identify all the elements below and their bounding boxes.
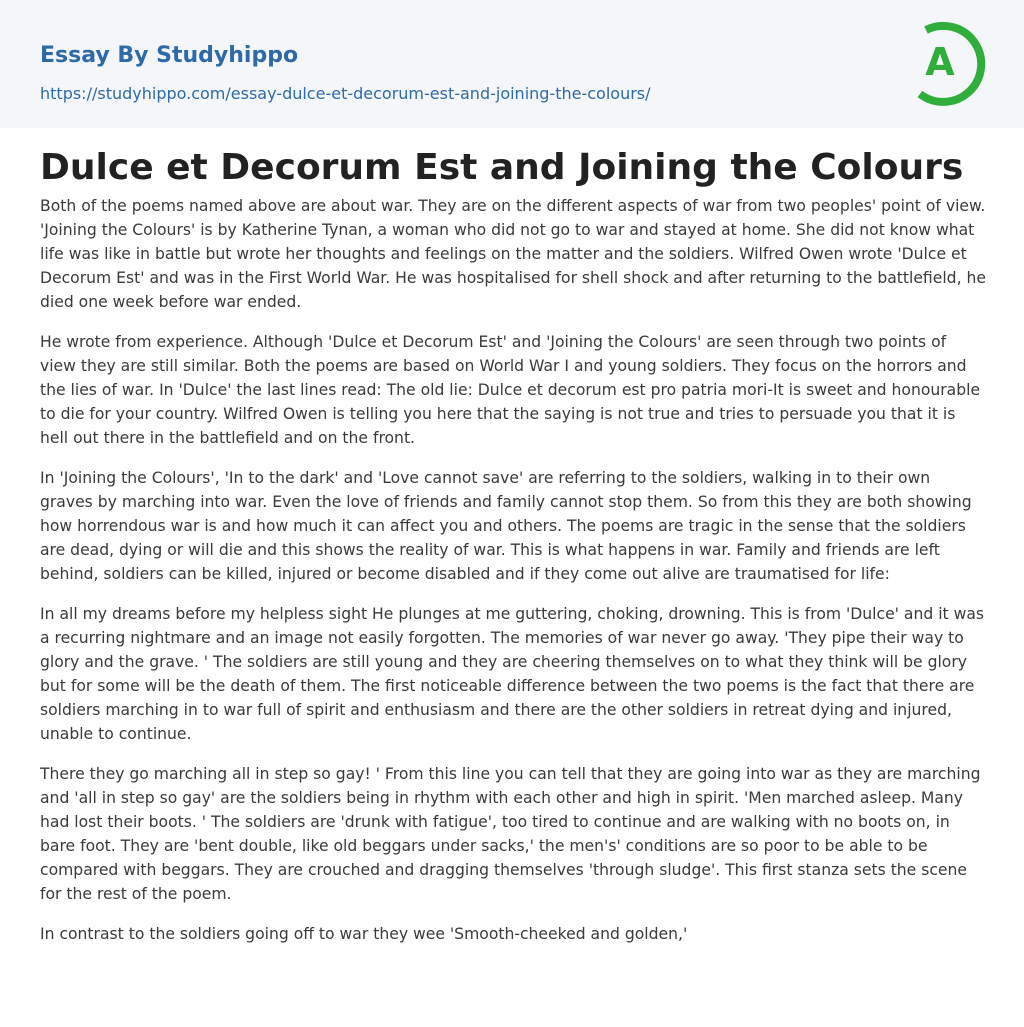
essay-paragraph: He wrote from experience. Although 'Dulce et Decorum Est' and 'Joining the Colours' are seen through two points of view they are still similar. Both the poems are based on World War I and young soldiers. They focus on the horrors and the lies of war. In 'Dulce' the last lines read: The old lie: Dulce et decorum est pro patria mori-It is sweet and honourable to die for your country. Wilfred Owen is telling you here that the saying is not true and tries to persuade you that it is hell out there in the battlefield and on the front. bbox=[40, 333, 981, 447]
site-brand[interactable]: Essay By Studyhippo bbox=[40, 43, 299, 68]
site-header bbox=[0, 0, 1024, 128]
essay-paragraph: There they go marching all in step so gay! ' From this line you can tell that they are going into war as they are marching and 'all in step so gay' are the soldiers being in rhythm with each other and high in spirit. 'Men marched asleep. Many had lost their boots. ' The soldiers are 'drunk with fatigue', too tired to continue and are walking with no boots on, in bare foot. They are 'bent double, like old beggars under sacks,' the men's' conditions are so poor to be able to be compared with beggars. They are crouched and dragging themselves 'through sludge'. This first stanza sets the scene for the rest of the poem. bbox=[40, 765, 981, 903]
source-url-link[interactable]: https://studyhippo.com/essay-dulce-et-decorum-est-and-joining-the-colours/ bbox=[40, 84, 651, 103]
logo-letter: A bbox=[925, 40, 955, 84]
essay-body bbox=[40, 194, 986, 962]
essay-paragraph: Both of the poems named above are about war. They are on the different aspects of war from two peoples' point of view. 'Joining the Colours' is by Katherine Tynan, a woman who did not go to war and stayed at home. She did not know what life was like in battle but wrote her thoughts and feelings on the matter and the soldiers. Wilfred Owen wrote 'Dulce et Decorum Est' and was in the First World War. He was hospitalised for shell shock and after returning to the battlefield, he died one week before war ended. bbox=[40, 197, 986, 311]
studyhippo-logo[interactable] bbox=[912, 18, 988, 106]
essay-paragraph: In contrast to the soldiers going off to war they wee 'Smooth-cheeked and golden,' bbox=[40, 925, 688, 943]
essay-paragraph: In all my dreams before my helpless sight He plunges at me guttering, choking, drowning. This is from 'Dulce' and it was a recurring nightmare and an image not easily forgotten. The memories of war never go away. 'They pipe their way to glory and the grave. ' The soldiers are still young and they are cheering themselves on to what they think will be glory but for some will be the death of them. The first noticeable difference between the two poems is the fact that there are soldiers marching in to war full of spirit and enthusiasm and there are the other soldiers in retreat dying and injured, unable to continue. bbox=[40, 605, 985, 743]
essay-paragraph: In 'Joining the Colours', 'In to the dark' and 'Love cannot save' are referring to the soldiers, walking in to their own graves by marching into war. Even the love of friends and family cannot stop them. So from this they are both showing how horrendous war is and how much it can affect you and others. The poems are tragic in the sense that the soldiers are dead, dying or will die and this shows the reality of war. This is what happens in war. Family and friends are left behind, soldiers can be killed, injured or become disabled and if they come out alive are traumatised for life: bbox=[40, 469, 972, 583]
page-title: Dulce et Decorum Est and Joining the Colours bbox=[40, 147, 964, 188]
